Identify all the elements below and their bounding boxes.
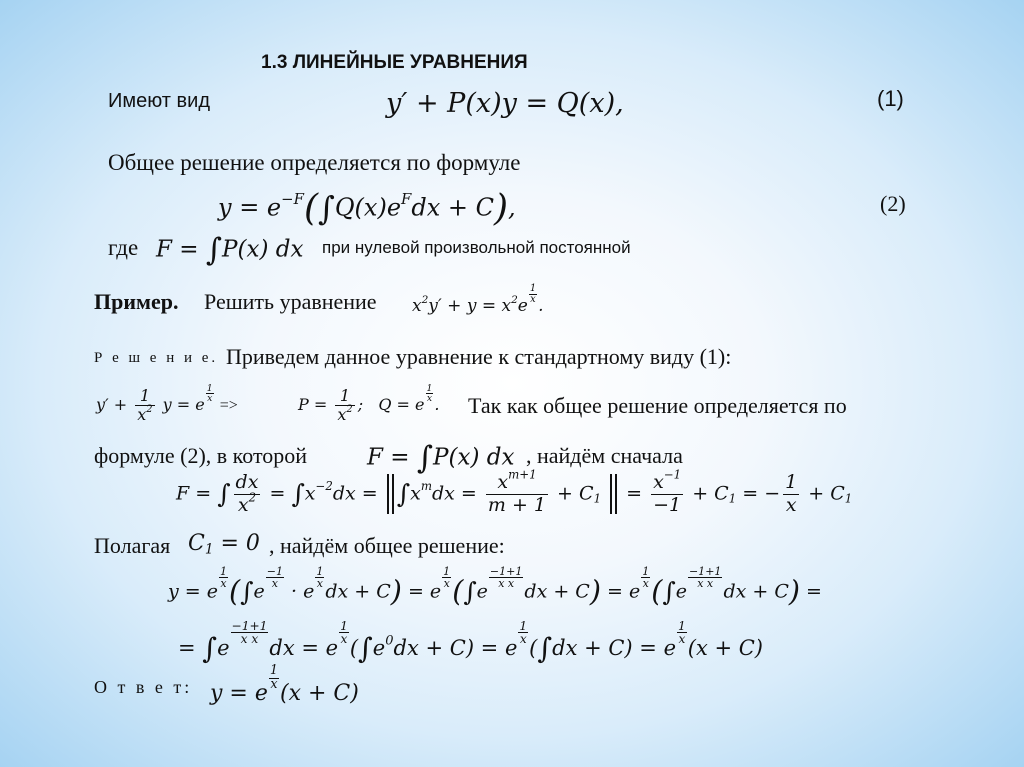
formula-ref-text: формуле (2), в которой [94,443,308,468]
setting-text: Полагая [94,533,171,558]
equation-2: $y = e^{-F}(\int Q(x)e^Fdx + C)$, [218,188,516,229]
solution-tail: Так как общее решение определяется по [468,393,847,418]
p-q-values: P = $\frac{1}{x^2}$ ; Q = e $\frac{1}{x}$ . [298,383,440,425]
general-solution-text: Общее решение определяется по формуле [108,150,521,175]
standard-form: y′ + $\frac{1}{x^2}$ y = e $\frac{1}{x}$ => [96,383,238,425]
example-equation: $x^2y' + y = x^2e$ $\frac{1}{x}$ . [412,283,544,317]
example-task: Решить уравнение [204,289,377,314]
answer-formula: y = e $\frac{1}{x}$ (x + C) [210,663,359,706]
equation-1: y′ + P(x)y = Q(x), [386,88,624,119]
general-solution-line-1: y = e $\frac{1}{x}$ (∫e $\frac{-1}{x}$ · e $\frac{1}{x}$ dx + C) = e $\frac{1}{x}$ (∫e $\frac{-1+1}{\text{x x}}$ dx + C) = e $\frac{1}{x}$ (∫e $\frac{-1+1}{\text{x x}}$ dx + C) = [168,565,822,608]
answer-label: О т в е т: [94,677,193,697]
f-computation: F = ∫ $\frac{dx}{x^2}$ = $\int x^{-2}dx = \int x^mdx$ = $\frac{x^{m+1}}{m + 1}$ + $C_1$ = $\frac{x^{-1}}{-1}$ + $C_1$ = − $\frac{1}{x}$ + $C_1$ [176,467,853,516]
find-general-text: , найдём общее решение: [269,533,505,558]
c1-zero: $C_1 = 0$ [188,531,260,558]
example-label: Пример. [94,289,179,314]
general-solution-line-2: = ∫e $\frac{-1+1}{\text{x x}}$ dx = e $\frac{1}{x}$ $(\int e^0dx + C) = e$ $\frac{1}{x}$ (∫dx + C) = e $\frac{1}{x}$ (x + C) [178,619,763,666]
f-definition: F = ∫P(x) dx [156,232,304,268]
have-form-label: Имеют вид [108,90,210,112]
section-title: 1.3 ЛИНЕЙНЫЕ УРАВНЕНИЯ [261,52,528,73]
find-first-text: , найдём сначала [526,443,683,468]
f-integral: F = ∫P(x) dx [367,440,515,476]
equation-2-number: (2) [880,191,906,216]
solution-intro: Приведем данное уравнение к стандартному виду (1): [226,344,732,369]
solution-label: Р е ш е н и е. [94,350,219,366]
equation-1-number: (1) [877,86,904,111]
where-tail-text: при нулевой произвольной постоянной [322,238,631,257]
where-word: где [108,235,139,260]
